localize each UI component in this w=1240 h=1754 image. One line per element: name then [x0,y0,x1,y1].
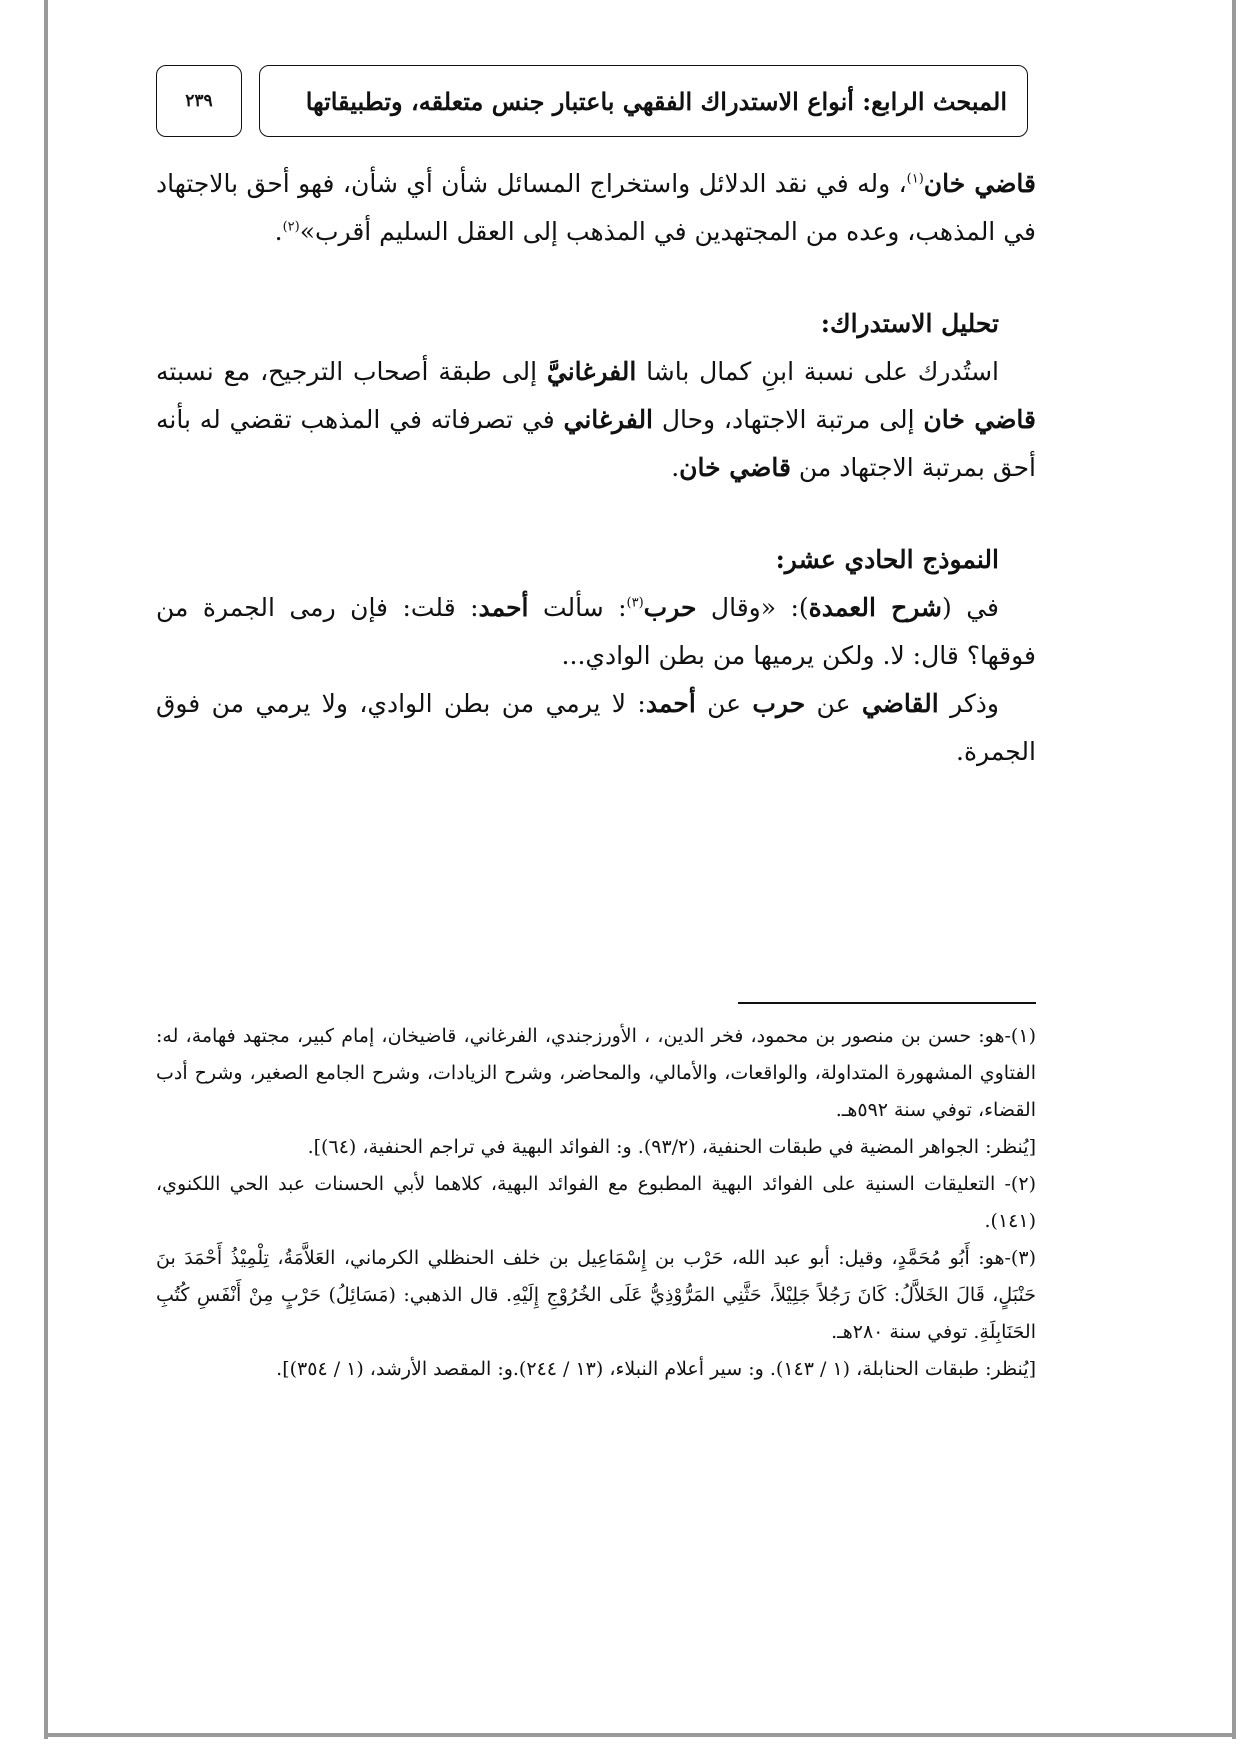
footnote-ref-1[interactable]: (١) [906,171,924,187]
footnote-ref-2[interactable]: (٢) [282,219,300,235]
footnote-2: (٢)- التعليقات السنية على الفوائد البهية المطبوع مع الفوائد البهية، كلاهما لأبي الحسنات عبد الحي اللكنوي، (١٤١). [156,1173,1036,1232]
footnotes [156,1018,1036,1388]
page-frame-bottom [44,1733,1236,1737]
footnote-1-reference: [يُنظر: الجواهر المضية في طبقات الحنفية، (٩٣/٢). و: الفوائد البهية في تراجم الحنفية، (٦٤)]. [307,1136,1036,1158]
header-title: المبحث الرابع: أنواع الاستدراك الفقهي باعتبار جنس متعلقه، وتطبيقاتها [259,65,1028,137]
paragraph-continuation: قاضي خان$^{(١)}$، وله في نقد الدلائل واستخراج المسائل شأن أي شأن، فهو أحق بالاجتهاد في المذهب، وعده من المجتهدين في المذهب إلى العقل السليم أقرب»$^{(٢)}$. [156,169,1036,246]
analysis-paragraph: استُدرك على نسبة ابنِ كمال باشا الفرغانيَّ إلى طبقة أصحاب الترجيح، مع نسبته قاضي خان إلى مرتبة الاجتهاد، وحال الفرغاني في تصرفاته في المذهب تقضي له بأنه أحق بمرتبة الاجتهاد من قاضي خان. [156,357,1036,482]
footnote-separator [738,1002,1036,1004]
page-frame-right [1232,0,1236,1739]
footnote-3: (٣)-هو: أَبُو مُحَمَّدٍ، وقيل: أبو عبد الله، حَرْب بن إِسْمَاعِيل بن خلف الحنظلي الكرماني، العَلاَّمَةُ، تِلْمِيْذُ أَحْمَدَ بنَ حَنْبَلٍ، قَالَ الخَلاَّلُ: كَانَ رَجُلاً جَلِيْلاً، حَثَّنِي المَرُّوْذِيُّ عَلَى الخُرُوْجِ إِلَيْهِ. قال الذهبي: (مَسَائِلُ) حَرْبٍ مِنْ أَنْفَسِ كُتُبِ الحَنَابِلَةِ. توفي سنة ٢٨٠هـ. [156,1247,1036,1343]
analysis-heading: تحليل الاستدراك: [820,309,999,338]
footnote-1: (١)-هو: حسن بن منصور بن محمود، فخر الدين، ، الأورزجندي، الفرغاني، قاضيخان، إمام كبير، مجتهد فهامة، له: الفتاوي المشهورة المتداولة، والواقعات، والأمالي، والمحاضر، وشرح الزيادات، وشرح الجامع الصغير، وشرح أدب القضاء، توفي سنة ٥٩٢هـ. [156,1025,1036,1121]
page-frame-left [44,0,48,1739]
page-number: ٢٣٩ [156,65,242,137]
model-heading: النموذج الحادي عشر: [775,545,999,574]
name-qadi-khan: قاضي خان [923,169,1036,198]
book-title: شرح العمدة [808,593,942,622]
model-paragraph: في (شرح العمدة): «وقال حرب$^{(٣)}$: سألت أحمد: قلت: فإن رمى الجمرة من فوقها؟ قال: لا. ولكن يرميها من بطن الوادي... [156,593,1036,670]
footnote-ref-3[interactable]: (٣) [626,595,644,611]
footnote-3-reference: [يُنظر: طبقات الحنابلة، (١ / ١٤٣). و: سير أعلام النبلاء، (١٣ / ٢٤٤).و: المقصد الأرشد، (١ / ٣٥٤)]. [276,1358,1036,1380]
model-paragraph-2: وذكر القاضي عن حرب عن أحمد: لا يرمي من بطن الوادي، ولا يرمي من فوق الجمرة. [156,689,1036,766]
main-text [156,160,1036,776]
